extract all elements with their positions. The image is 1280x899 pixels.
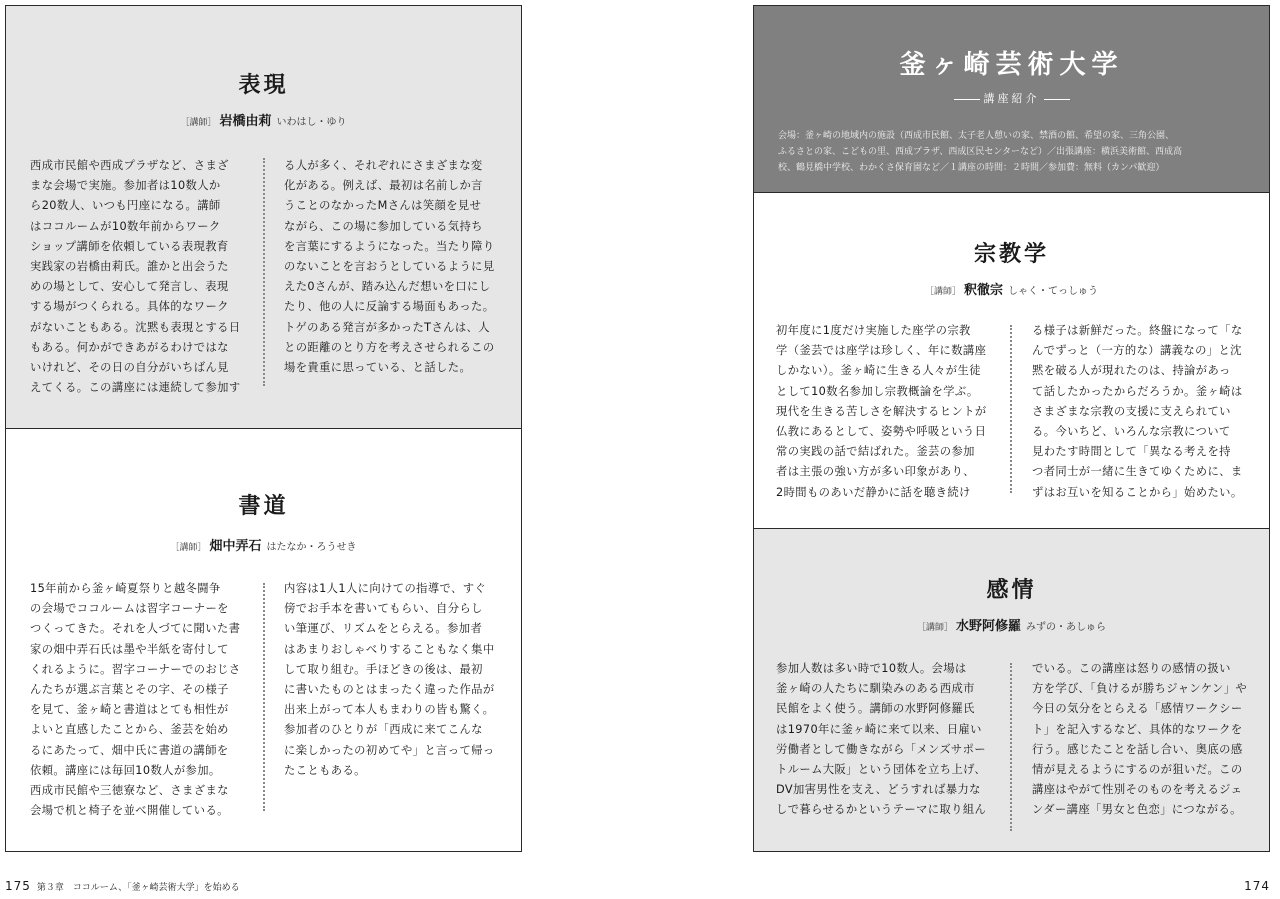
column-divider (263, 583, 265, 811)
course-panel-shukyo (753, 192, 1270, 529)
body-column-1: 参加人数は多い時で10数人。会場は 釜ヶ崎の人たちに馴染みのある西成市 民館をよく使う。講師の水野阿修羅氏 は1970年に釜ヶ崎に来て以来、日雇い 労働者として働きながら「メンズサポー トルーム大阪」という団体を立ち上げ、 DV加害男性を支え、どうすれば暴力な しで暮らせるかというテーマに取り組ん (776, 662, 987, 817)
instructor-line (6, 535, 521, 554)
instructor-tag: ［講師］ (924, 287, 961, 297)
section-subtitle (754, 90, 1269, 106)
course-panel-hyogen (5, 5, 522, 429)
course-title: 宗教学 (973, 242, 1049, 267)
left-page-footer (5, 879, 240, 893)
subtitle-text: 講座紹介 (983, 92, 1040, 105)
course-title: 感情 (986, 578, 1037, 603)
body-column-2: る人が多く、それぞれにさまざまな変 化がある。例えば、最初は名前しか言 うことのなかったMさんは笑顔を見せ ながら、この場に参加している気持ち を言葉にするようになった。当たり障り のないことを言おうとしているように見 えた0さんが、踏み込んだ想いを口にし たり、他の人に反論する場面もあった。 トゲのある発言が多かったTさんは、人 との距離のとり方を考えさせられるこの 場を貴重に思っている、と話した。 (284, 159, 495, 375)
column-divider (1010, 663, 1012, 831)
column-divider (263, 158, 265, 386)
instructor-name: 水野阿修羅 (956, 619, 1022, 634)
body-column-1: 15年前から釜ヶ崎夏祭りと越冬闘争 の会場でココルームは習字コーナーを つくってきた。それを人づてに聞いた書 家の畑中弄石氏は墨や半紙を寄付して くれるように。習字コーナーでのおじさ んたちが選ぶ言葉とその字、その様子 を見て、釜ヶ崎と書道はとても相性が よいと直感したことから、釜芸を始め るにあたって、畑中氏に書道の講師を 依頼。講座には毎回10数人が参加。 西成市民館や三徳寮など、さまざまな 会場で机と椅子を並べ開催している。 (30, 582, 241, 818)
body-column-1: 初年度に1度だけ実施した座学の宗教 学（釜芸では座学は珍しく、年に数講座 しかない）。釜ヶ崎に生きる人々が生徒 として10数名参加し宗教概論を学ぶ。 現代を生きる苦しさを解決するヒントが 仏教にあるとして、姿勢や呼吸という日 常の実践の話で結ばれた。釜芸の参加 者は主張の強い方が多い印象があり、 2時間ものあいだ静かに話を聴き続け (776, 324, 987, 499)
body-column-2: 内容は1人1人に向けての指導で、すぐ 傍でお手本を書いてもらい、自分らし い筆運び、リズムをとらえる。参加者 はあまりおしゃべりすることもなく集中 して取り組む。手ほどきの後は、最初 に書いたものとはまったく違った作品が 出来上がって本人もまわりの皆も驚く。 参加者のひとりが「西成に来てこんな に楽しかったの初めてや」と言って帰っ たこともある。 (284, 582, 495, 777)
university-title: 釜ヶ崎芸術大学 (899, 50, 1124, 80)
dash-line-right (1044, 99, 1070, 100)
body-column-2: る様子は新鮮だった。終盤になって「な んでずっと（一方的な）講義なの」と沈 黙を破る人が現れたのは、持論があっ て話したかったからだろうか。釜ヶ崎は さまざまな宗教の支援に支えられてい る。今いちど、いろんな宗教について 見わたす時間として「異なる考えを持 つ者同士が一緒に生きてゆくために、ま ずはお互いを知ることから」始めたい。 (1032, 324, 1243, 499)
instructor-reading: いわはし・ゆり (276, 117, 347, 128)
instructor-name: 岩橋由莉 (219, 114, 272, 129)
dash-line-left (954, 99, 980, 100)
instructor-line (754, 615, 1269, 634)
body-column-2: でいる。この講座は怒りの感情の扱い 方を学び、「負けるが勝ちジャンケン」や 今日の気分をとらえる「感情ワークシー ト」を記入するなど、具体的なワークを 行う。感じたことを話し合い、奥底の感 情が見えるようにするのが狙いだ。この 講座はやがて性別そのものを考えるジェ ンダー講座「男女と色恋」につながる。 (1032, 662, 1248, 817)
instructor-reading: はたなか・ろうせき (266, 542, 357, 553)
instructor-tag: ［講師］ (916, 623, 953, 633)
instructor-name: 畑中弄石 (209, 539, 262, 554)
course-title: 表現 (238, 73, 289, 98)
course-title: 書道 (238, 494, 289, 519)
instructor-name: 釈徹宗 (964, 283, 1004, 298)
venue-info: 会場：釜ヶ崎の地域内の施設（西成市民館、太子老人憩いの家、禁酒の館、希望の家、三角公園、 ふるさとの家、こどもの里、西成プラザ、西成区民センターなど）／出張講座：横浜美術館、西成高 校、鶴見橋中学校、わかくさ保育園など／１講座の時間：２時間／参加費：無料（カンパ歓迎） (778, 131, 1183, 173)
chapter-title: 第３章 ココルーム、「釜ヶ崎芸術大学」を始める (36, 883, 240, 893)
instructor-tag: ［講師］ (180, 118, 217, 128)
column-divider (1010, 325, 1012, 493)
page-number-175: 175 (5, 879, 31, 893)
university-header-panel (753, 5, 1270, 193)
body-column-1: 西成市民館や西成プラザなど、さまざ まな会場で実施。参加者は10数人か ら20数人、いつも円座になる。講師 はココルームが10数年前からワーク ショップ講師を依頼している表現教育 実践家の岩橋由莉氏。誰かと出会うた めの場として、安心して発言し、表現 する場がつくられる。具体的なワーク がないこともある。沈黙も表現とする日 もある。何かができあがるわけではな いけれど、その日の自分がいちばん見 えてくる。この講座には連続して参加す (30, 159, 241, 395)
course-panel-shodo (5, 428, 522, 852)
instructor-line (6, 110, 521, 129)
instructor-reading: みずの・あしゅら (1026, 622, 1107, 633)
instructor-line (754, 279, 1269, 298)
right-page-footer (1244, 879, 1270, 893)
instructor-tag: ［講師］ (170, 543, 207, 553)
course-panel-kanjo (753, 528, 1270, 852)
instructor-reading: しゃく・てっしゅう (1008, 286, 1099, 297)
page-number-174: 174 (1244, 879, 1270, 893)
